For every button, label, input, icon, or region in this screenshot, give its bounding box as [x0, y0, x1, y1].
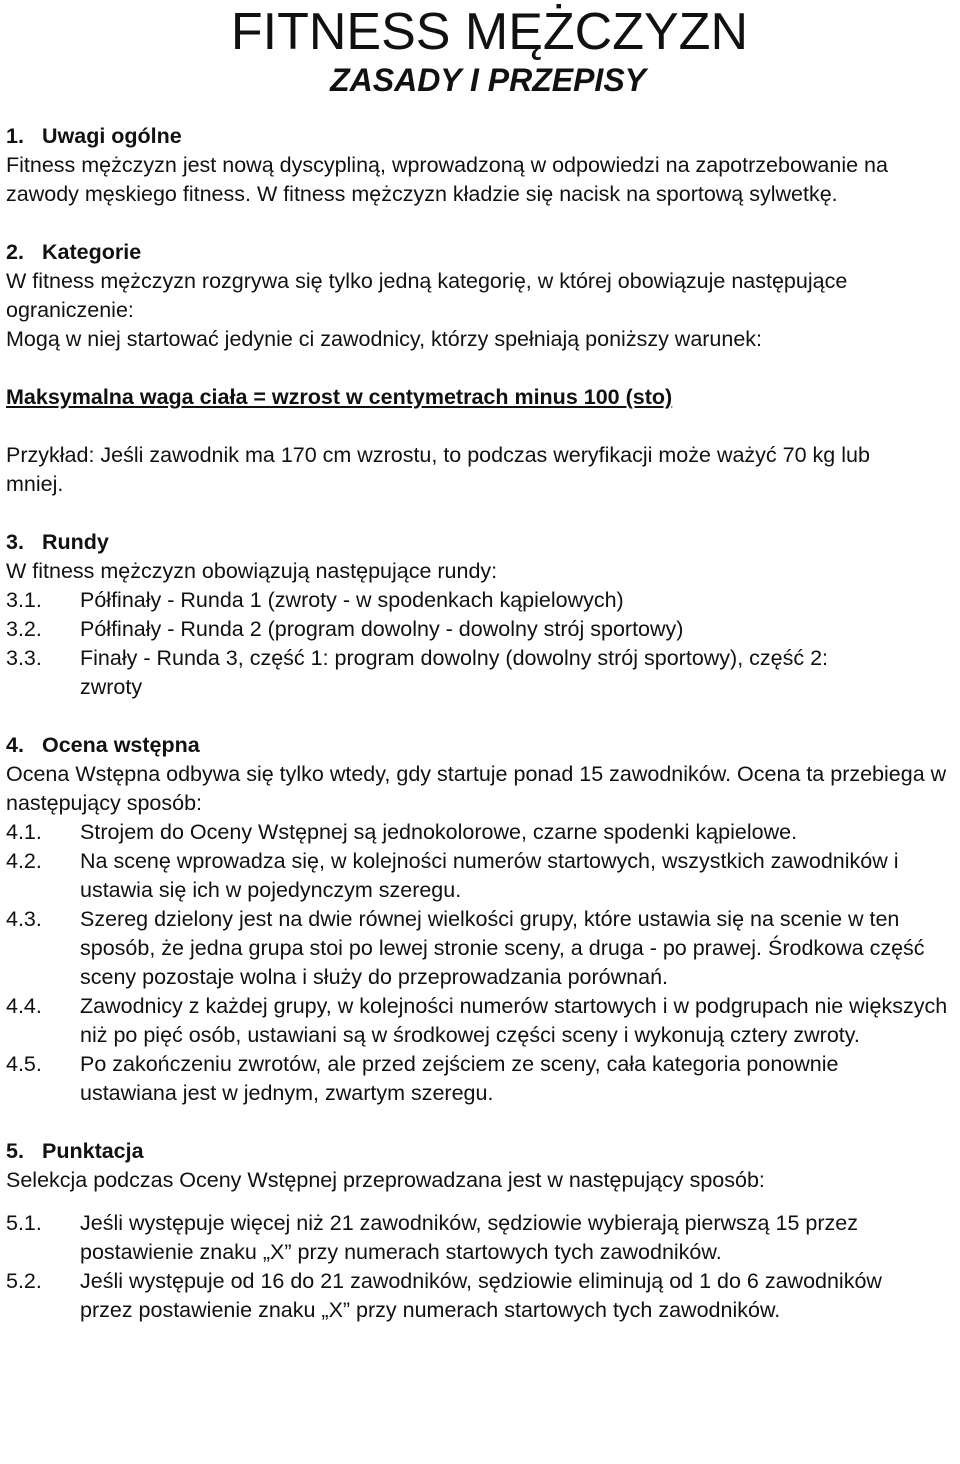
- section-heading: [6, 528, 960, 557]
- item-number: 5.2.: [6, 1269, 42, 1293]
- section-general-remarks: [6, 122, 960, 209]
- section-title: Punktacja: [42, 1139, 144, 1163]
- list-item: [6, 1209, 960, 1267]
- example-text: Przykład: Jeśli zawodnik ma 170 cm wzrostu, to podczas weryfikacji może ważyć 70 kg lub mniej.: [6, 443, 870, 496]
- section-text: Selekcja podczas Oceny Wstępnej przeprowadzana jest w następujący sposób:: [6, 1168, 765, 1192]
- section-number: 3.: [6, 530, 24, 554]
- weight-rule: Maksymalna waga ciała = wzrost w centymetrach minus 100 (sto): [6, 385, 673, 409]
- list-item: [6, 644, 960, 702]
- document-title: FITNESS MĘŻCZYZN: [230, 3, 748, 61]
- item-number: 3.3.: [6, 646, 42, 670]
- section-text: Fitness mężczyzn jest nową dyscypliną, wprowadzoną w odpowiedzi na zapotrzebowanie na zawody męskiego fitness. W fitness mężczyzn kładzie się nacisk na sportową sylwetkę.: [6, 153, 888, 206]
- section-number: 5.: [6, 1139, 24, 1163]
- item-text: Strojem do Oceny Wstępnej są jednokolorowe, czarne spodenki kąpielowe.: [80, 820, 798, 844]
- section-rounds: [6, 528, 960, 702]
- section-title: Uwagi ogólne: [42, 124, 182, 148]
- item-text: Finały - Runda 3, część 1: program dowolny (dowolny strój sportowy), część 2: zwroty: [80, 646, 829, 699]
- item-text: Zawodnicy z każdej grupy, w kolejności numerów startowych i w podgrupach nie większych niż po pięć osób, ustawiani są w środkowej części sceny i wykonują cztery zwroty.: [80, 994, 948, 1047]
- item-text: Półfinały - Runda 1 (zwroty - w spodenkach kąpielowych): [80, 588, 624, 612]
- list-item: [6, 1267, 960, 1325]
- list-item: [6, 818, 960, 847]
- item-text: Półfinały - Runda 2 (program dowolny - dowolny strój sportowy): [80, 617, 684, 641]
- section-scoring: [6, 1137, 960, 1325]
- list-item: [6, 847, 960, 905]
- item-number: 4.4.: [6, 994, 42, 1018]
- item-text: Jeśli występuje od 16 do 21 zawodników, sędziowie eliminują od 1 do 6 zawodników przez postawienie znaku „X” przy numerach startowych tych zawodników.: [80, 1269, 882, 1322]
- section-heading: [6, 238, 960, 267]
- item-number: 4.3.: [6, 907, 42, 931]
- list-item: [6, 615, 960, 644]
- item-text: Jeśli występuje więcej niż 21 zawodników, sędziowie wybierają pierwszą 15 przez postawienie znaku „X” przy numerach startowych tych zawodników.: [80, 1211, 858, 1264]
- section-title: Kategorie: [42, 240, 142, 264]
- item-number: 5.1.: [6, 1211, 42, 1235]
- section-heading: [6, 731, 960, 760]
- list-item: [6, 992, 960, 1050]
- section-categories: [6, 238, 960, 499]
- document-subtitle: ZASADY I PRZEPISY: [330, 62, 646, 98]
- section-title: Ocena wstępna: [42, 733, 200, 757]
- section-number: 4.: [6, 733, 24, 757]
- section-prejudging: [6, 731, 960, 1108]
- item-number: 4.1.: [6, 820, 42, 844]
- section-number: 2.: [6, 240, 24, 264]
- item-number: 3.2.: [6, 617, 42, 641]
- item-number: 4.5.: [6, 1052, 42, 1076]
- item-number: 3.1.: [6, 588, 42, 612]
- list-item: [6, 1050, 960, 1108]
- list-item: [6, 905, 960, 992]
- section-text: W fitness mężczyzn obowiązują następujące rundy:: [6, 559, 498, 583]
- section-heading: [6, 122, 960, 151]
- section-title: Rundy: [42, 530, 109, 554]
- section-text: Mogą w niej startować jedynie ci zawodnicy, którzy spełniają poniższy warunek:: [6, 327, 763, 351]
- item-number: 4.2.: [6, 849, 42, 873]
- document-page: [0, 4, 960, 1464]
- section-text: W fitness mężczyzn rozgrywa się tylko jedną kategorię, w której obowiązuje następujące ograniczenie:: [6, 269, 848, 322]
- list-item: [6, 586, 960, 615]
- section-heading: [6, 1137, 960, 1166]
- item-text: Na scenę wprowadza się, w kolejności numerów startowych, wszystkich zawodników i ustawia się ich w pojedynczym szeregu.: [80, 849, 899, 902]
- section-text: Ocena Wstępna odbywa się tylko wtedy, gdy startuje ponad 15 zawodników. Ocena ta przebiega w następujący sposób:: [6, 762, 947, 815]
- section-number: 1.: [6, 124, 24, 148]
- item-text: Szereg dzielony jest na dwie równej wielkości grupy, które ustawia się na scenie w ten sposób, że jedna grupa stoi po lewej stronie sceny, a druga - po prawej. Środkowa część sceny pozostaje wolna i służy do przeprowadzania porównań.: [80, 907, 925, 989]
- item-text: Po zakończeniu zwrotów, ale przed zejściem ze sceny, cała kategoria ponownie ustawiana jest w jednym, zwartym szeregu.: [80, 1052, 839, 1105]
